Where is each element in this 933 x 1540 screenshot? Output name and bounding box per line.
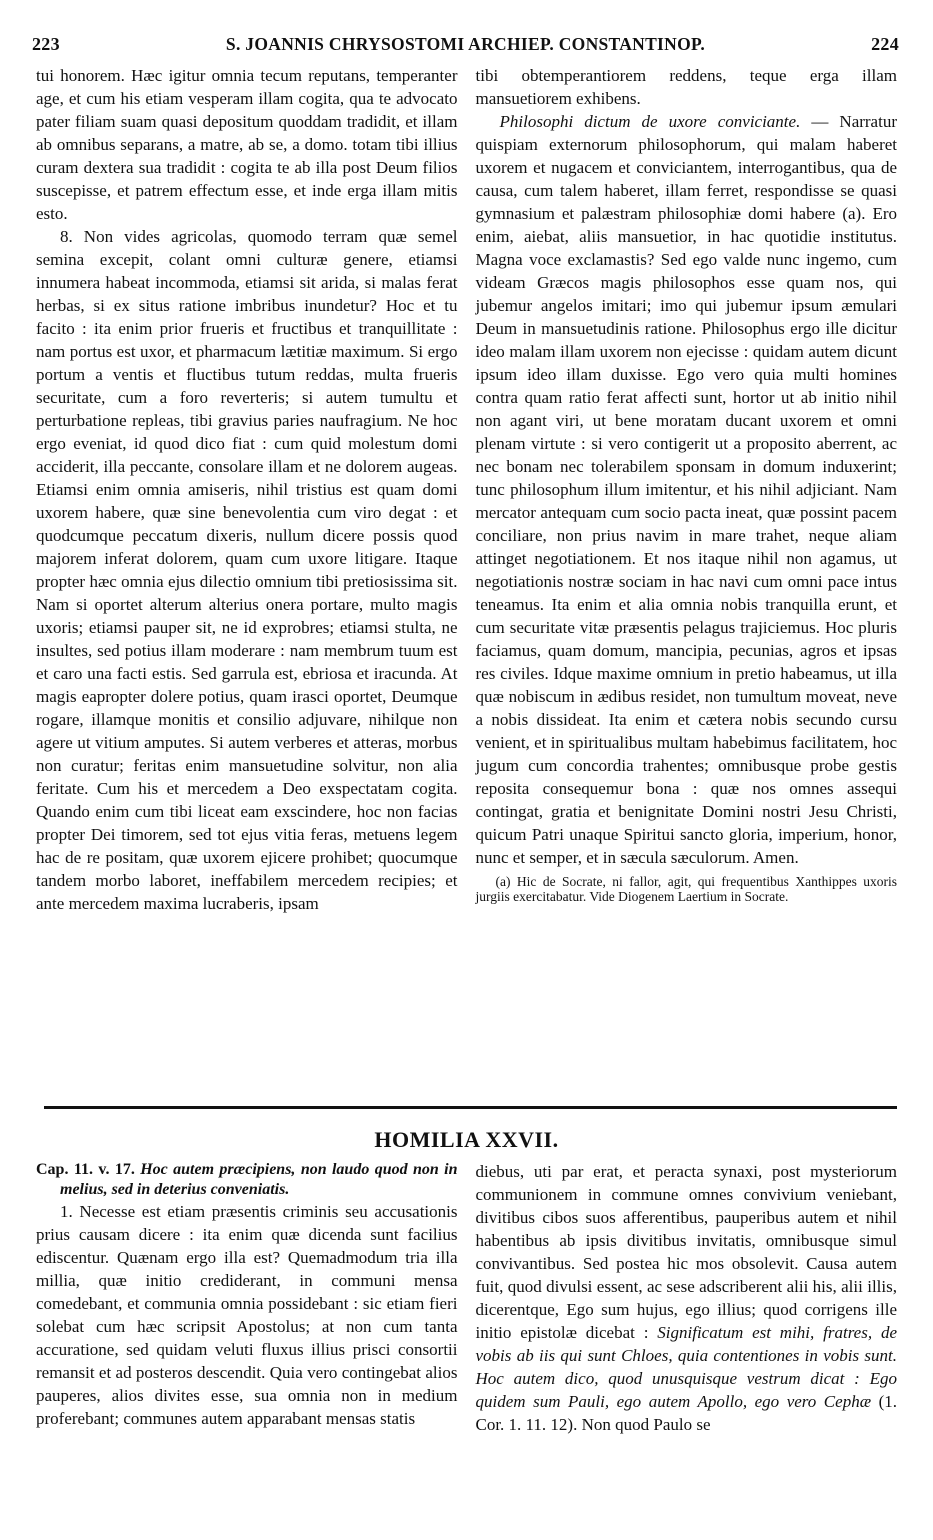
right-paragraph-1: tibi obtemperantiorem reddens, teque erga illam mansuetiorem exhibens. xyxy=(475,66,897,108)
lower-columns xyxy=(36,1160,897,1436)
section-heading: Philosophi dictum de uxore conviciante. xyxy=(499,112,801,131)
left-paragraph-1: tui honorem. Hæc igitur omnia tecum reputans, temperanter age, et cum his etiam vesperam illam cogita, qua te advocato pater filiam suam quasi depositum quoddam tradidit, et illam ab omnibus separans, a matre, ab se, a domo. totam tibi illius curam dextera sua tradidit : cogita te ab illa post Deum filios suscepisse, et patrem effectum esse, et inde erga illam mitis esto. xyxy=(36,66,458,223)
left-paragraph-2: 8. Non vides agricolas, quomodo terram quæ semel semina excepit, colant omni culturæ genere, etiamsi innumera habeat incommoda, etiamsi sit arida, si malas ferat herbas, si ex situs ratione imbribus inundetur? Hoc et tu facito : ita enim prior frueris et fructibus et tranquillitate : nam portus est uxor, et pharmacum lætitiæ maximum. Si ergo portum a ventis et fluctibus tutum reddas, multa frueris securitate, cum a foro reverteris; si autem tumultu et perturbatione repleas, tibi gravius paries naufragium. Ne hoc ergo eveniat, id quod dico fiat : cum quid molestum domi acciderit, illa peccante, consolare illam et ne dolorem augeas. Etiamsi enim omnia amiseris, nihil tristius est quam domi uxorem habere, quæ sine benevolentia cum viro degat : et quodcumque peccatum dixeris, nullum dicere possis quod majorem inferat dolorem, quam cum uxore litigare. Itaque propter hæc omnia ejus dilectio omnium tibi pretiosissima sit. Nam si oportet alterum alterius onera portare, multo magis uxoris; etiamsi pauper sit, ne id exprobres; etiamsi stulta, ne insultes, sed potius illam moderare : nam membrum tuum est et caro una facti estis. Sed garrula est, ebriosa et iracunda. At magis eapropter dolere potius, quam irasci oportet, Deumque rogare, illamque monitis et consilio adjuvare, nihilque non agere ut vitium amputes. Si autem verberes et atteras, morbus non curatur; feritas enim mansuetudine solvitur, non alia feritate. Cum his et mercedem a Deo exspectatam cogita. Quando enim cum tibi liceat eam exscindere, hoc non facias propter Dei timorem, sed tot ejus vitia feras, metuens legem hac de re positam, quæ uxorem ejicere prohibet; quocumque tandem morbo laboret, ineffabilem mercedem recipies; et ante mercedem maxima lucraberis, ipsam xyxy=(36,227,458,913)
homily-title: HOMILIA XXVII. xyxy=(374,1127,559,1152)
lower-left-column xyxy=(36,1160,458,1436)
scripture-quote: Significatum est mihi, fratres, de vobis ab iis qui sunt Chloes, quia contentiones in vobis sunt. Hoc autem dico, quod unusquisque vestrum dicat : Ego quidem sum Pauli, ego autem Apollo, ego vero Cephæ xyxy=(475,1323,897,1411)
chapter-reference xyxy=(36,1160,458,1200)
lower-right-column xyxy=(476,1160,898,1436)
upper-columns xyxy=(36,64,897,915)
page-number-left: 223 xyxy=(32,34,60,54)
homily-text: diebus, uti par erat, et peracta synaxi, post mysteriorum communionem in commune omnes convivium veniebant, divitibus cibos suos afferentibus, pauperibus autem et nihil habentibus ab ipsis divitibus invitatis, omnibusque simul convivantibus. Sed postea hic mos obsolevit. Causa autem fuit, quod divulsi essent, ac sese adscriberent alii his, alii illis, dicerentque, Ego sum hujus, ego illius; quod corrigens ille initio epistolæ dicebat : xyxy=(475,1162,897,1342)
scripture-ref: (1. Cor. 1. 11. 12). Non quod Paulo se xyxy=(475,1392,897,1434)
chapter-text: Hoc autem præcipiens, non laudo quod non in melius, sed in deterius conveniatis. xyxy=(60,1161,458,1198)
left-column xyxy=(36,64,458,915)
running-title: S. JOANNIS CHRYSOSTOMI ARCHIEP. CONSTANTINOP. xyxy=(225,34,706,54)
right-paragraph-2 xyxy=(476,110,898,869)
running-header xyxy=(32,34,899,58)
section-divider xyxy=(44,1106,897,1109)
page-number-right: 224 xyxy=(871,34,899,54)
chapter-ref: Cap. 11. v. 17. xyxy=(36,1161,135,1178)
homily-paragraph-1: 1. Necesse est etiam præsentis criminis seu accusationis prius causam dicere : ita enim quæ dicenda sunt facilius ediscentur. Quænam ergo illa est? Quemadmodum tria illa millia, quæ initio crediderant, in communi mensa comedebant, et communia omnia possidebant : sic etiam fieri solebat cum hæc scripsit Apostolus; at non cum tanta accuratione, sed quidam veluti fluxus illius prisci consortii remansit et ad posteros descendit. Quia vero contingebat alios pauperes, alios divites esse, sua omnia non in medium proferebant; communes autem apparabant mensas statis xyxy=(36,1202,458,1428)
homily-paragraph-2 xyxy=(476,1160,898,1436)
footnote: (a) Hic de Socrate, ni fallor, agit, qui frequentibus Xanthippes uxoris jurgiis exercitabatur. Vide Diogenem Laertium in Socrate. xyxy=(475,874,897,904)
right-column xyxy=(476,64,898,915)
section-body: — Narratur quispiam externorum philosophorum, qui malam haberet uxorem et nugacem et conviciantem, interrogantibus, qua de causa, cum talem haberet, illam ferret, respondisse se quasi gymnasium et palæstram philosophiæ domi habere (a). Ero enim, aiebat, aliis mansuetior, in hac quotidie institutus. Magna voce exclamastis? Sed ego valde nunc ingemo, cum videam Græcos magis philosophos esse quam nos, qui jubemur angelos imitari; imo qui jubemur ipsum æmulari Deum in mansuetudinis ratione. Philosophus ergo ille dicitur ideo malam illam uxorem non ejecisse : quidam autem dicunt ipsum ideo illam duxisse. Ego vero quia multi homines contra quam ratio ferat affecti sunt, hortor ut ab initio nihil non agant viri, ut bene moratam ducant uxorem et omni plenam virtute : si vero contigerit ut a proposito aberrent, ac nec bonam nec tolerabilem sponsam in domum induxerint; tunc philosophum illum imitentur, et his nihil adjiciant. Nam mercator antequam cum socio pacta ineat, quæ possint pacem conciliare, non prius navim in mare trahet, neque aliam attinget negotiationem. Et nos itaque nihil non agamus, ut negotiationis nostræ sociam in hac navi cum omni pace intus teneamus. Ita enim et alia omnia nobis tranquilla erunt, et cum securitate vitæ præsentis pelagus trajiciemus. Hoc pluris faciamus, quam domum, mancipia, pecunias, agros et ipsas res civiles. Idque maxime omnium in pretio habeamus, ut illa quæ nobiscum in ædibus residet, non tumultum moveat, neve a nobis dissideat. Ita enim et cætera nobis secundo cursu venient, et in spiritualibus multam habebimus facilitatem, hoc jugum cum concordia trahentes; omnibusque probe gestis reposita consequemur bona : quæ nos omnes assequi contingat, gratia et benignitate Domini nostri Jesu Christi, quicum Patri unaque Spiritui sancto gloria, imperium, honor, nunc et semper, et in sæcula sæculorum. Amen. xyxy=(475,112,897,867)
